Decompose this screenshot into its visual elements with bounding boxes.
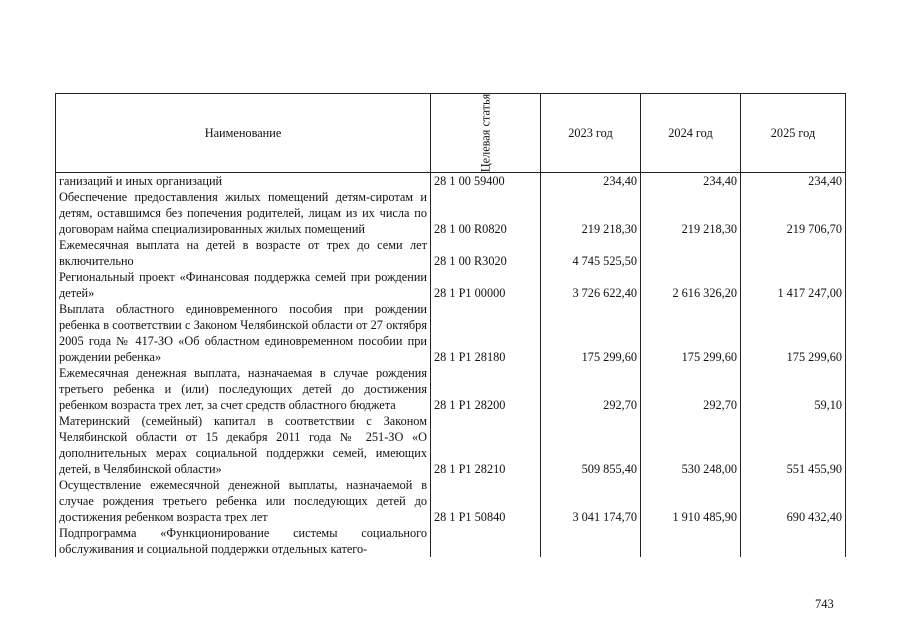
table-row [56, 269, 846, 301]
table-row [56, 189, 846, 237]
cell-code: 28 1 00 59400 [431, 173, 541, 190]
table-row [56, 477, 846, 525]
header-2025: 2025 год [741, 94, 846, 173]
cell-y2025: 59,10 [741, 365, 846, 413]
cell-code [431, 525, 541, 557]
cell-y2025 [741, 237, 846, 269]
cell-name: Материнский (семейный) капитал в соответствии с Законом Челябинской области от 15 декабря 2011 года № 251-ЗО «О дополнительных мерах социальной поддержки семей, имеющих детей, в Челябинской области» [56, 413, 431, 477]
cell-y2024 [641, 237, 741, 269]
cell-y2023: 234,40 [541, 173, 641, 190]
cell-y2023: 3 041 174,70 [541, 477, 641, 525]
cell-y2024: 530 248,00 [641, 413, 741, 477]
cell-y2024: 1 910 485,90 [641, 477, 741, 525]
cell-y2024: 234,40 [641, 173, 741, 190]
table-row [56, 365, 846, 413]
cell-code: 28 1 00 R0820 [431, 189, 541, 237]
cell-y2025: 234,40 [741, 173, 846, 190]
cell-y2024: 2 616 326,20 [641, 269, 741, 301]
table-header-row [56, 94, 846, 173]
cell-y2024: 292,70 [641, 365, 741, 413]
cell-code: 28 1 P1 00000 [431, 269, 541, 301]
table-row [56, 301, 846, 365]
cell-code: 28 1 P1 28210 [431, 413, 541, 477]
cell-code: 28 1 P1 28200 [431, 365, 541, 413]
cell-y2023: 4 745 525,50 [541, 237, 641, 269]
page-number: 743 [815, 597, 834, 611]
cell-name: Подпрограмма «Функционирование системы социального обслуживания и социальной поддержки отдельных катего- [56, 525, 431, 557]
cell-name: Осуществление ежемесячной денежной выплаты, назначаемой в случае рождения третьего ребенка или последующих детей до достижения ребенком возраста трех лет [56, 477, 431, 525]
cell-name: Выплата областного единовременного пособия при рождении ребенка в соответствии с Законом Челябинской области от 27 октября 2005 года № 417-ЗО «Об областном единовременном пособии при рождении ребенка» [56, 301, 431, 365]
cell-code: 28 1 00 R3020 [431, 237, 541, 269]
budget-table [55, 93, 846, 557]
table-row [56, 413, 846, 477]
cell-y2023: 219 218,30 [541, 189, 641, 237]
cell-y2025: 175 299,60 [741, 301, 846, 365]
header-code [431, 94, 541, 173]
table-body [56, 173, 846, 558]
header-name: Наименование [56, 94, 431, 173]
cell-name: Ежемесячная денежная выплата, назначаемая в случае рождения третьего ребенка и (или) последующих детей до достижения ребенком возраста трех лет, за счет средств областного бюджета [56, 365, 431, 413]
cell-y2025: 219 706,70 [741, 189, 846, 237]
header-2024: 2024 год [641, 94, 741, 173]
cell-y2024: 219 218,30 [641, 189, 741, 237]
cell-name: Ежемесячная выплата на детей в возрасте от трех до семи лет включительно [56, 237, 431, 269]
table-row [56, 525, 846, 557]
cell-name: ганизаций и иных организаций [56, 173, 431, 190]
cell-code: 28 1 P1 28180 [431, 301, 541, 365]
cell-y2024 [641, 525, 741, 557]
cell-y2023: 175 299,60 [541, 301, 641, 365]
header-code-label: Целевая статья [478, 93, 493, 173]
cell-y2025: 1 417 247,00 [741, 269, 846, 301]
cell-y2025: 690 432,40 [741, 477, 846, 525]
cell-y2023: 509 855,40 [541, 413, 641, 477]
cell-y2025 [741, 525, 846, 557]
cell-y2023 [541, 525, 641, 557]
table-row [56, 237, 846, 269]
cell-name: Обеспечение предоставления жилых помещений детям-сиротам и детям, оставшимся без попечения родителей, лицам из их числа по договорам найма специализированных жилых помещений [56, 189, 431, 237]
cell-y2025: 551 455,90 [741, 413, 846, 477]
cell-name: Региональный проект «Финансовая поддержка семей при рождении детей» [56, 269, 431, 301]
cell-y2024: 175 299,60 [641, 301, 741, 365]
header-2023: 2023 год [541, 94, 641, 173]
table-row [56, 173, 846, 190]
cell-code: 28 1 P1 50840 [431, 477, 541, 525]
cell-y2023: 3 726 622,40 [541, 269, 641, 301]
cell-y2023: 292,70 [541, 365, 641, 413]
